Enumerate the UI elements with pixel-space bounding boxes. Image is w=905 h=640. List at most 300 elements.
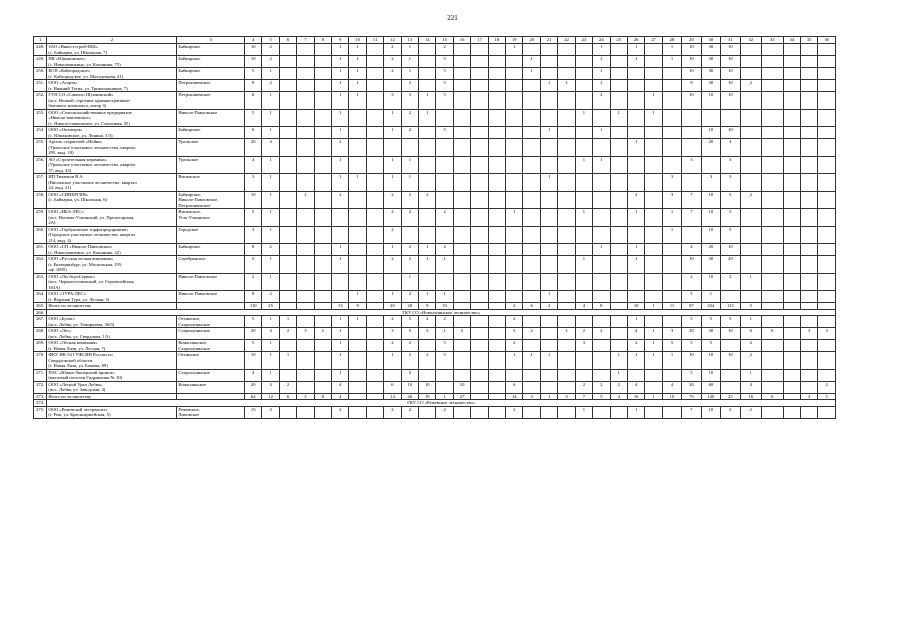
cell-line: АО «Строительная керамика»	[48, 156, 107, 162]
value-cell	[366, 273, 383, 291]
value-cell: 1	[262, 127, 279, 139]
cell-line: ООО «НБА-ЛЕС»	[48, 209, 84, 214]
value-cell: 2	[401, 209, 418, 227]
value-cell	[523, 226, 540, 244]
total-label: Итого по лесничеству	[47, 303, 177, 310]
value-cell	[453, 156, 470, 174]
value-cell	[384, 273, 401, 291]
value-cell	[740, 226, 762, 244]
value-cell	[297, 273, 314, 291]
value-cell	[314, 291, 331, 303]
value-cell	[818, 352, 836, 370]
value-cell: 4	[627, 328, 644, 340]
value-cell	[818, 256, 836, 274]
value-cell	[721, 291, 740, 303]
cell-line: 2А)	[48, 220, 56, 225]
value-cell: 2	[419, 191, 436, 209]
value-cell	[627, 109, 644, 127]
value-cell	[488, 80, 505, 92]
value-cell	[540, 381, 557, 393]
value-cell: 2	[332, 191, 349, 209]
value-cell	[453, 174, 470, 192]
value-cell: 1	[575, 406, 592, 418]
value-cell	[610, 191, 627, 209]
value-cell	[662, 369, 681, 381]
district-cell	[177, 352, 245, 370]
value-cell	[800, 291, 817, 303]
cell-line: Висимское	[178, 174, 200, 179]
table-row	[34, 369, 836, 381]
value-cell	[279, 109, 296, 127]
value-cell: 1	[262, 209, 279, 227]
column-number: 20	[523, 37, 540, 44]
value-cell	[762, 244, 784, 256]
value-cell: 1	[610, 352, 627, 370]
cell-line: (г. Нижний Тагил, ул. Трикотажников, 7)	[48, 85, 128, 91]
value-cell	[558, 109, 575, 127]
district-cell	[177, 328, 245, 340]
value-cell	[366, 226, 383, 244]
value-cell: 1	[436, 291, 453, 303]
row-number: 274.	[34, 400, 47, 407]
cell-line: (пос. Черноисточинский, ул. Героевлейская,	[48, 279, 135, 284]
value-cell	[297, 352, 314, 370]
row-number: 262.	[34, 256, 47, 274]
value-cell	[314, 244, 331, 256]
column-number: 7	[297, 37, 314, 44]
value-cell	[523, 381, 540, 393]
value-cell	[682, 139, 701, 157]
value-cell	[349, 273, 366, 291]
value-cell	[279, 80, 296, 92]
value-cell	[575, 56, 592, 68]
value-cell: 1	[540, 174, 557, 192]
value-cell: 1	[332, 127, 349, 139]
value-cell: 4	[244, 156, 261, 174]
value-cell	[506, 226, 523, 244]
cell-line: ООО «ТУРА-ЛЕС»	[48, 291, 86, 296]
value-cell: 20	[244, 139, 261, 157]
value-cell: 2	[436, 316, 453, 328]
value-cell	[506, 291, 523, 303]
value-cell: 254	[701, 303, 720, 310]
value-cell	[471, 273, 488, 291]
cell-line: ООО «Русская лесная компания»	[48, 256, 114, 261]
cell-line: Николо-Павловское	[178, 291, 218, 296]
value-cell: 2	[401, 340, 418, 352]
row-number: 263.	[34, 273, 47, 291]
value-cell: 20	[701, 244, 720, 256]
value-cell: 5	[419, 328, 436, 340]
value-cell	[453, 191, 470, 209]
value-cell	[297, 369, 314, 381]
value-cell	[740, 244, 762, 256]
value-cell	[662, 244, 681, 256]
organization-cell	[47, 316, 177, 328]
value-cell	[818, 291, 836, 303]
value-cell: 1	[575, 256, 592, 274]
value-cell	[558, 68, 575, 80]
cell-line: Байкарское,	[178, 191, 202, 197]
value-cell	[349, 191, 366, 209]
value-cell: 2	[244, 273, 261, 291]
value-cell	[523, 44, 540, 56]
value-cell: 2	[384, 68, 401, 80]
value-cell	[279, 44, 296, 56]
cell-line: (с. Николаишкино, ул. Калинина, 75)	[48, 61, 121, 67]
value-cell	[419, 273, 436, 291]
value-cell	[762, 156, 784, 174]
table-row	[34, 44, 836, 56]
value-cell	[627, 92, 644, 110]
value-cell	[645, 156, 662, 174]
value-cell	[610, 56, 627, 68]
value-cell: 3	[800, 393, 817, 400]
value-cell	[488, 256, 505, 274]
value-cell	[488, 209, 505, 227]
value-cell: 1	[645, 109, 662, 127]
value-cell	[762, 68, 784, 80]
value-cell: 1	[262, 226, 279, 244]
value-cell	[662, 156, 681, 174]
value-cell	[297, 316, 314, 328]
value-cell	[488, 139, 505, 157]
value-cell	[540, 109, 557, 127]
column-number: 26	[627, 37, 644, 44]
value-cell	[471, 406, 488, 418]
value-cell	[506, 80, 523, 92]
value-cell: 6	[279, 393, 296, 400]
value-cell: 2	[262, 80, 279, 92]
value-cell	[762, 174, 784, 192]
value-cell: 2	[593, 92, 610, 110]
value-cell: 1	[262, 256, 279, 274]
table-row	[34, 226, 836, 244]
value-cell: 1	[593, 56, 610, 68]
value-cell	[721, 109, 740, 127]
value-cell	[349, 156, 366, 174]
cell-line: Николо-Павловское	[178, 109, 218, 115]
value-cell	[783, 109, 800, 127]
value-cell	[701, 109, 720, 127]
value-cell	[783, 139, 800, 157]
value-cell	[506, 92, 523, 110]
value-cell	[593, 174, 610, 192]
value-cell: 3	[297, 393, 314, 400]
value-cell: 1	[627, 56, 644, 68]
value-cell: 1	[575, 156, 592, 174]
value-cell	[783, 92, 800, 110]
value-cell	[800, 127, 817, 139]
value-cell: 1	[645, 352, 662, 370]
cell-line: Петрокаменское	[178, 80, 211, 85]
value-cell	[279, 226, 296, 244]
value-cell: 3	[662, 328, 681, 340]
value-cell	[453, 109, 470, 127]
value-cell	[800, 44, 817, 56]
value-cell	[488, 340, 505, 352]
value-cell: 1	[349, 316, 366, 328]
value-cell: 1	[401, 156, 418, 174]
value-cell	[453, 92, 470, 110]
value-cell	[384, 139, 401, 157]
value-cell	[279, 191, 296, 209]
value-cell	[297, 340, 314, 352]
row-number: 252.	[34, 92, 47, 110]
value-cell: 2	[506, 340, 523, 352]
value-cell	[488, 406, 505, 418]
value-cell: 1	[506, 352, 523, 370]
value-cell: 10	[682, 44, 701, 56]
value-cell	[783, 127, 800, 139]
value-cell: 1	[645, 303, 662, 310]
value-cell	[818, 340, 836, 352]
value-cell: 6	[523, 303, 540, 310]
value-cell	[800, 273, 817, 291]
value-cell	[818, 139, 836, 157]
cell-line: Байкарское	[178, 56, 201, 61]
value-cell	[540, 406, 557, 418]
value-cell	[314, 406, 331, 418]
cell-line: Байкарское	[178, 68, 201, 73]
value-cell	[488, 56, 505, 68]
value-cell	[740, 56, 762, 68]
district-cell	[177, 109, 245, 127]
value-cell: 1	[349, 44, 366, 56]
value-cell	[800, 352, 817, 370]
value-cell: 10	[682, 68, 701, 80]
value-cell: 10	[721, 328, 740, 340]
value-cell	[349, 226, 366, 244]
value-cell: 2	[740, 80, 762, 92]
cell-line: (пос. Лобва, ул. Заводская, 4)	[48, 387, 106, 392]
value-cell	[436, 191, 453, 209]
value-cell	[762, 316, 784, 328]
value-cell	[783, 156, 800, 174]
table-row	[34, 273, 836, 291]
value-cell: 4	[610, 393, 627, 400]
value-cell: 5	[244, 68, 261, 80]
value-cell: 1	[262, 191, 279, 209]
column-number: 32	[740, 37, 762, 44]
value-cell: 1	[701, 291, 720, 303]
value-cell: 5	[436, 92, 453, 110]
cell-line: Коноплянское,	[178, 340, 208, 345]
organization-cell	[47, 68, 177, 80]
value-cell: 4	[262, 139, 279, 157]
value-cell: 120	[701, 393, 720, 400]
row-number: 250.	[34, 68, 47, 80]
row-number: 270.	[34, 352, 47, 370]
value-cell: 1	[740, 369, 762, 381]
value-cell	[540, 68, 557, 80]
value-cell	[645, 226, 662, 244]
value-cell	[645, 68, 662, 80]
value-cell: 1	[401, 44, 418, 56]
value-cell: 1	[627, 209, 644, 227]
value-cell: 1	[540, 393, 557, 400]
value-cell: 1	[332, 256, 349, 274]
value-cell: 2	[279, 381, 296, 393]
value-cell: 5	[593, 393, 610, 400]
value-cell: 10	[662, 393, 681, 400]
value-cell	[540, 226, 557, 244]
value-cell: 5	[244, 316, 261, 328]
value-cell: 3	[818, 328, 836, 340]
value-cell: 10	[701, 191, 720, 209]
value-cell	[297, 381, 314, 393]
value-cell	[279, 291, 296, 303]
value-cell	[818, 174, 836, 192]
value-cell	[610, 156, 627, 174]
cell-line: ООО «СИНЕРГИЯ»	[48, 191, 89, 197]
value-cell: 4	[721, 139, 740, 157]
organization-cell	[47, 209, 177, 227]
column-number: 10	[349, 37, 366, 44]
value-cell: 7	[682, 406, 701, 418]
value-cell: 1	[349, 68, 366, 80]
value-cell: 16	[740, 393, 762, 400]
cell-line: Оттинское,	[178, 316, 201, 321]
value-cell: 10	[701, 369, 720, 381]
value-cell	[471, 256, 488, 274]
value-cell	[453, 56, 470, 68]
value-cell	[488, 244, 505, 256]
value-cell: 5	[682, 291, 701, 303]
column-number: 3	[177, 37, 245, 44]
value-cell: 2	[740, 340, 762, 352]
value-cell: 2	[279, 328, 296, 340]
value-cell	[419, 209, 436, 227]
value-cell	[762, 109, 784, 127]
value-cell: 20	[384, 303, 401, 310]
value-cell	[627, 127, 644, 139]
value-cell	[523, 256, 540, 274]
value-cell	[314, 352, 331, 370]
value-cell: 8	[244, 291, 261, 303]
value-cell	[783, 244, 800, 256]
value-cell: 2	[436, 209, 453, 227]
value-cell: 2	[384, 56, 401, 68]
value-cell	[314, 209, 331, 227]
value-cell: 19	[419, 393, 436, 400]
value-cell: 1	[332, 352, 349, 370]
value-cell	[818, 44, 836, 56]
value-cell: 10	[701, 209, 720, 227]
value-cell	[297, 174, 314, 192]
value-cell	[471, 191, 488, 209]
value-cell	[349, 406, 366, 418]
value-cell	[314, 109, 331, 127]
value-cell	[783, 340, 800, 352]
value-cell: 11	[662, 303, 681, 310]
value-cell: 1	[540, 127, 557, 139]
value-cell	[662, 92, 681, 110]
value-cell	[506, 56, 523, 68]
value-cell	[645, 209, 662, 227]
value-cell	[762, 369, 784, 381]
value-cell: 2	[384, 316, 401, 328]
value-cell: 2	[575, 381, 592, 393]
section-title: ГКУ СО «Режевское лесничество»	[47, 400, 836, 407]
column-number: 6	[279, 37, 296, 44]
value-cell: 5	[701, 316, 720, 328]
value-cell: 2	[627, 191, 644, 209]
value-cell: 1	[262, 352, 279, 370]
value-cell: 1	[436, 328, 453, 340]
cell-line: ООО «Оптимум»	[48, 127, 83, 132]
organization-cell	[47, 328, 177, 340]
value-cell: 64	[244, 393, 261, 400]
value-cell: 6	[762, 393, 784, 400]
value-cell: 1	[332, 56, 349, 68]
value-cell	[740, 256, 762, 274]
value-cell: 4	[740, 381, 762, 393]
organization-cell	[47, 156, 177, 174]
value-cell	[506, 273, 523, 291]
value-cell: 1	[436, 256, 453, 274]
value-cell	[453, 80, 470, 92]
district-cell	[177, 44, 245, 56]
district-cell	[177, 80, 245, 92]
value-cell	[783, 291, 800, 303]
table-row	[34, 139, 836, 157]
value-cell	[645, 256, 662, 274]
value-cell: 10	[701, 273, 720, 291]
value-cell: 3	[701, 174, 720, 192]
value-cell	[783, 174, 800, 192]
value-cell	[297, 291, 314, 303]
value-cell	[558, 381, 575, 393]
value-cell: 10	[701, 406, 720, 418]
value-cell	[783, 406, 800, 418]
district-cell	[177, 56, 245, 68]
value-cell	[366, 291, 383, 303]
value-cell	[575, 44, 592, 56]
value-cell	[419, 369, 436, 381]
value-cell: 10	[419, 381, 436, 393]
value-cell	[349, 244, 366, 256]
value-cell: 1	[645, 328, 662, 340]
value-cell: 10	[701, 92, 720, 110]
value-cell: 3	[721, 406, 740, 418]
value-cell: 5	[818, 393, 836, 400]
organization-cell	[47, 127, 177, 139]
value-cell	[800, 226, 817, 244]
value-cell: 10	[682, 352, 701, 370]
value-cell	[366, 44, 383, 56]
row-number: 261.	[34, 244, 47, 256]
value-cell: 1	[262, 68, 279, 80]
cell-line: КСП «Кайгородское»	[48, 68, 91, 73]
cell-line: Уральское	[178, 139, 199, 144]
value-cell	[314, 369, 331, 381]
cell-line: Режевское,	[178, 406, 200, 412]
value-cell: 3	[662, 174, 681, 192]
value-cell	[366, 406, 383, 418]
value-cell: 1	[593, 127, 610, 139]
value-cell: 2	[314, 328, 331, 340]
value-cell	[471, 381, 488, 393]
value-cell	[279, 273, 296, 291]
value-cell	[471, 109, 488, 127]
value-cell	[349, 209, 366, 227]
value-cell	[818, 191, 836, 209]
value-cell: 4	[662, 381, 681, 393]
column-number: 27	[645, 37, 662, 44]
value-cell	[762, 381, 784, 393]
value-cell: 2	[419, 316, 436, 328]
